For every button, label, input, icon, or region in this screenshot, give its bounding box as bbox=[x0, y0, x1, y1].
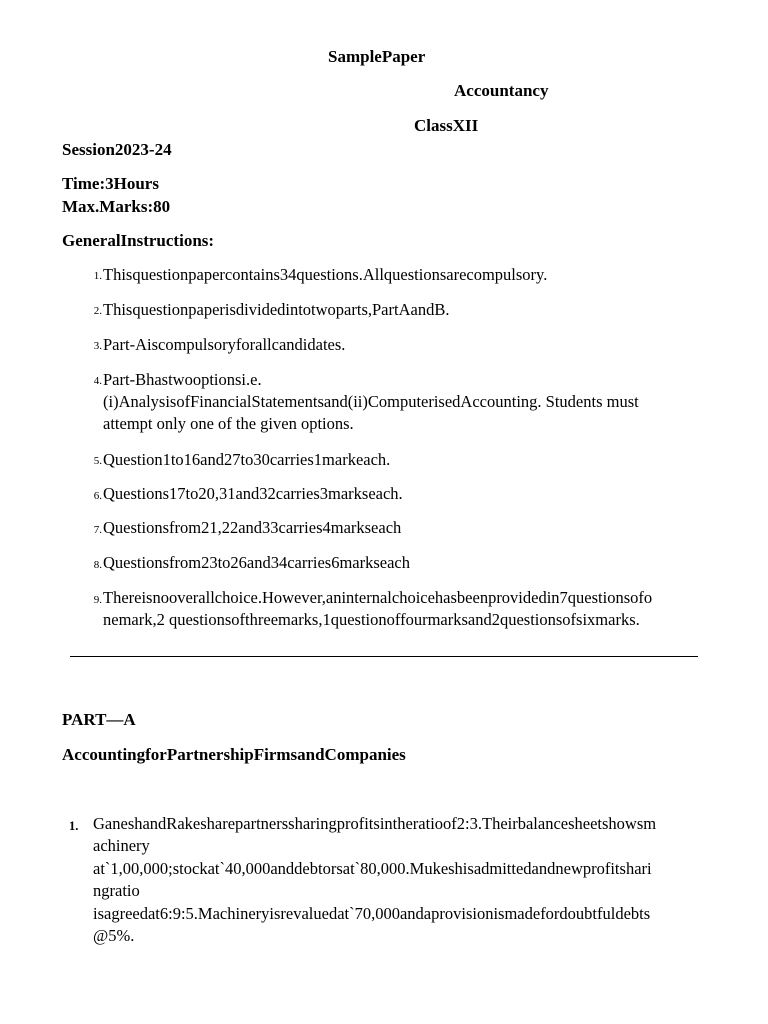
question-text: at`1,00,000;stockat`40,000anddebtorsat`80,000.Mukeshisadmittedandnewprofitshari bbox=[93, 859, 652, 878]
max-marks-label: Max.Marks:80 bbox=[62, 197, 171, 216]
instructions-heading: GeneralInstructions: bbox=[62, 231, 215, 250]
part-a-subtitle: AccountingforPartnershipFirmsandCompanies bbox=[62, 745, 406, 764]
instruction-number: 5. bbox=[93, 455, 102, 467]
session-label: Session2023-24 bbox=[62, 140, 172, 159]
instruction-text: Part-Bhastwooptionsi.e. bbox=[103, 370, 262, 389]
instruction-number: 4. bbox=[93, 375, 102, 387]
instruction-text: Questionsfrom23to26and34carries6markseach bbox=[103, 553, 410, 572]
instruction-text: Part-Aiscompulsoryforallcandidates. bbox=[103, 335, 346, 354]
paper-title: SamplePaper bbox=[328, 47, 426, 66]
instruction-number: 3. bbox=[93, 340, 102, 352]
question-text: achinery bbox=[93, 836, 150, 855]
instruction-text: (i)AnalysisofFinancialStatementsand(ii)ComputerisedAccounting. Students must bbox=[103, 392, 639, 411]
instruction-text: Thisquestionpaperisdividedintotwoparts,PartAandB. bbox=[103, 300, 450, 319]
instruction-number: 2. bbox=[93, 305, 102, 317]
instruction-text: Questions17to20,31and32carries3markseach. bbox=[103, 484, 403, 503]
instruction-number: 8. bbox=[93, 559, 102, 571]
question-number: 1. bbox=[69, 819, 79, 833]
instruction-text: Question1to16and27to30carries1markeach. bbox=[103, 450, 391, 469]
instruction-text: nemark,2 questionsofthreemarks,1questionoffourmarksand2questionsofsixmarks. bbox=[103, 610, 640, 629]
section-divider bbox=[70, 656, 698, 657]
question-text: isagreedat6:9:5.Machineryisrevaluedat`70,000andaprovisionismadefordoubtfuldebts bbox=[93, 904, 651, 923]
class-heading: ClassXII bbox=[414, 116, 479, 135]
time-label: Time:3Hours bbox=[62, 174, 159, 193]
part-a-title: PART—A bbox=[62, 710, 136, 729]
instruction-number: 7. bbox=[93, 524, 102, 536]
instruction-number: 1. bbox=[93, 270, 102, 282]
question-text: GaneshandRakesharepartnerssharingprofitsintheratioof2:3.Theirbalancesheetshowsm bbox=[93, 814, 657, 833]
question-text: @5%. bbox=[93, 926, 135, 945]
instruction-number: 6. bbox=[93, 490, 102, 502]
question-text: ngratio bbox=[93, 881, 140, 900]
instruction-text: attempt only one of the given options. bbox=[103, 414, 354, 433]
subject-heading: Accountancy bbox=[454, 81, 549, 100]
instruction-text: Thisquestionpapercontains34questions.Allquestionsarecompulsory. bbox=[103, 265, 548, 284]
instruction-text: Questionsfrom21,22and33carries4markseach bbox=[103, 518, 402, 537]
instruction-text: Thereisnooverallchoice.However,aninternalchoicehasbeenprovidedin7questionsofo bbox=[103, 588, 653, 607]
instruction-number: 9. bbox=[93, 594, 102, 606]
